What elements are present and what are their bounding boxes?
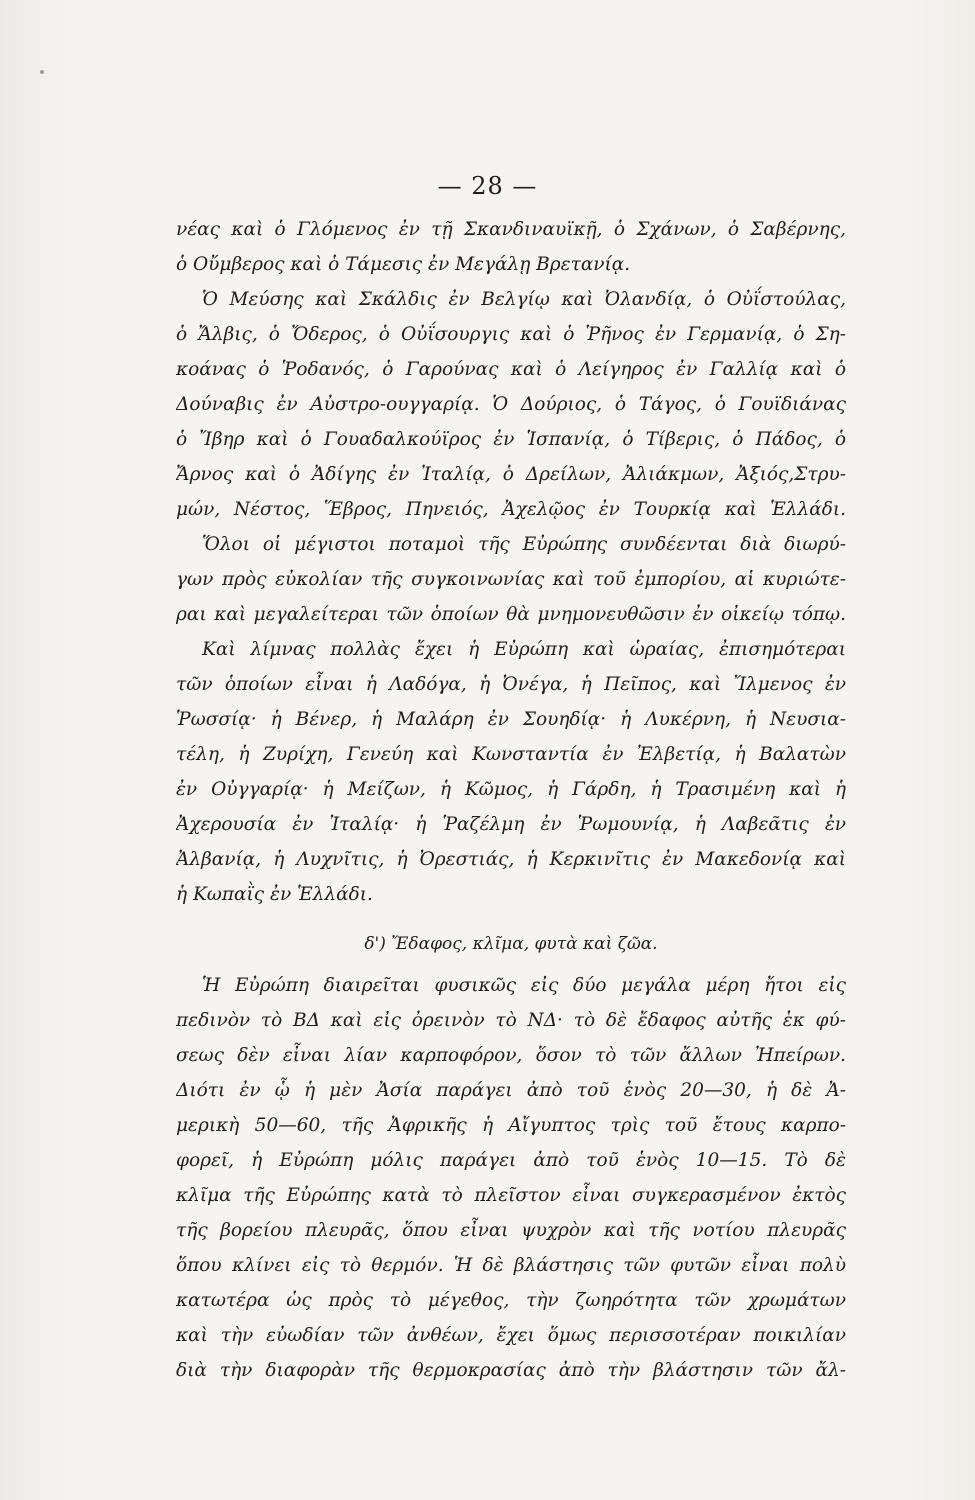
text-line: Ἄρνος καὶ ὁ Ἀδίγης ἐν Ἰταλίᾳ, ὁ Δρείλων, Ἀλιάκμων, Ἀξιός,Στρυ- — [176, 464, 846, 485]
text-line: Διότι ἐν ᾧ ἡ μὲν Ἀσία παράγει ἀπὸ τοῦ ἑνὸς 20—30, ἡ δὲ Ἀ- — [176, 1080, 846, 1101]
text-line: τῶν ὁποίων εἶναι ἡ Λαδόγα, ἡ Ὀνέγα, ἡ Πεῖπος, καὶ Ἴλμενος ἐν — [176, 674, 846, 695]
text-line: κλῖμα τῆς Εὐρώπης κατὰ τὸ πλεῖστον εἶναι συγκερασμένον ἐκτὸς — [176, 1185, 846, 1206]
text-line: Ὁ Μεύσης καὶ Σκάλδις ἐν Βελγίῳ καὶ Ὀλανδίᾳ, ὁ Οὐΐστούλας, — [202, 289, 846, 310]
text-line: Ῥωσσίᾳ· ἡ Βένερ, ἡ Μαλάρη ἐν Σουηδίᾳ· ἡ Λυκέρνη, ἡ Νευσια- — [176, 709, 846, 730]
page-number: — 28 — — [437, 172, 538, 200]
paragraph-3 — [176, 527, 846, 632]
body-text — [176, 212, 846, 1388]
text-line: κατωτέρα ὡς πρὸς τὸ μέγεθος, τὴν ζωηρότητα τῶν χρωμάτων — [176, 1290, 846, 1311]
text-line: ὁ Ἴβηρ καὶ ὁ Γουαδαλκούϊρος ἐν Ἱσπανίᾳ, ὁ Τίβερις, ὁ Πάδος, ὁ — [176, 429, 846, 450]
text-line: μών, Νέστος, Ἕβρος, Πηνειός, Ἀχελῷος ἐν Τουρκίᾳ καὶ Ἑλλάδι. — [176, 499, 846, 520]
text-line: μερικὴ 50—60, τῆς Ἀφρικῆς ἡ Αἴγυπτος τρὶς τοῦ ἔτους καρπο- — [176, 1115, 846, 1136]
text-line: διὰ τὴν διαφορὰν τῆς θερμοκρασίας ἀπὸ τὴν βλάστησιν τῶν ἄλ- — [176, 1360, 846, 1381]
text-line: κοάνας ὁ Ῥοδανός, ὁ Γαρούνας καὶ ὁ Λείγηρος ἐν Γαλλίᾳ καὶ ὁ — [176, 359, 846, 380]
text-line: ὁ Οὔμβερος καὶ ὁ Τάμεσις ἐν Μεγάλῃ Βρετανίᾳ. — [176, 254, 631, 275]
section-heading: δ') Ἔδαφος, κλῖμα, φυτὰ καὶ ζῶα. — [364, 934, 658, 954]
text-line: ἡ Κωπαῒς ἐν Ἑλλάδι. — [176, 884, 373, 905]
text-line: Δούναβις ἐν Αὐστρο-ουγγαρίᾳ. Ὁ Δούριος, ὁ Τάγος, ὁ Γουϊδιάνας — [176, 394, 846, 415]
text-line: σεως δὲν εἶναι λίαν καρποφόρον, ὅσον τὸ τῶν ἄλλων Ἠπείρων. — [176, 1045, 846, 1066]
text-line: φορεῖ, ἡ Εὐρώπη μόλις παράγει ἀπὸ τοῦ ἑνὸς 10—15. Τὸ δὲ — [176, 1150, 846, 1171]
text-line: ὅπου κλίνει εἰς τὸ θερμόν. Ἡ δὲ βλάστησις τῶν φυτῶν εἶναι πολὺ — [176, 1255, 846, 1276]
text-line: νέας καὶ ὁ Γλόμενος ἐν τῇ Σκανδιναυϊκῇ, ὁ Σχάνων, ὁ Σαβέρνης, — [176, 219, 846, 240]
paragraph-4 — [176, 632, 846, 912]
text-line: καὶ τὴν εὐωδίαν τῶν ἀνθέων, ἔχει ὅμως περισσοτέραν ποικιλίαν — [176, 1325, 846, 1346]
text-line: Ἡ Εὐρώπη διαιρεῖται φυσικῶς εἰς δύο μεγάλα μέρη ἤτοι εἰς — [202, 975, 846, 996]
paragraph-2 — [176, 282, 846, 527]
text-line: ὁ Ἄλβις, ὁ Ὄδερος, ὁ Οὐΐσουργις καὶ ὁ Ῥῆνος ἐν Γερμανίᾳ, ὁ Ση- — [176, 324, 846, 345]
text-line: Ἀλβανίᾳ, ἡ Λυχνῖτις, ἡ Ὀρεστιάς, ἡ Κερκινῖτις ἐν Μακεδονίᾳ καὶ — [176, 849, 846, 870]
text-line: τῆς βορείου πλευρᾶς, ὅπου εἶναι ψυχρὸν καὶ τῆς νοτίου πλευρᾶς — [176, 1220, 846, 1241]
text-line: γων πρὸς εὐκολίαν τῆς συγκοινωνίας καὶ τοῦ ἐμπορίου, αἱ κυριώτε- — [176, 569, 846, 590]
text-line: Καὶ λίμνας πολλὰς ἔχει ἡ Εὐρώπη καὶ ὡραίας, ἐπισημότεραι — [202, 639, 846, 660]
paragraph-1 — [176, 212, 846, 282]
text-line: ραι καὶ μεγαλείτεραι τῶν ὁποίων θὰ μνημονευθῶσιν ἐν οἰκείῳ τόπῳ. — [176, 604, 846, 625]
text-line: πεδινὸν τὸ ΒΔ καὶ εἰς ὀρεινὸν τὸ ΝΔ· τὸ δὲ ἔδαφος αὐτῆς ἐκ φύ- — [176, 1010, 846, 1031]
paper-speck — [40, 70, 44, 74]
text-line: Ἀχερουσία ἐν Ἰταλίᾳ· ἡ Ῥαζέλμη ἐν Ῥωμουνίᾳ, ἡ Λαβεᾶτις ἐν — [176, 814, 846, 835]
text-line: τέλη, ἡ Ζυρίχη, Γενεύη καὶ Κωνσταντία ἐν Ἐλβετίᾳ, ἡ Βαλατὼν — [176, 744, 846, 765]
paragraph-5 — [176, 968, 846, 1388]
text-line: ἐν Οὐγγαρίᾳ· ἡ Μείζων, ἡ Κῶμος, ἡ Γάρδη, ἡ Τρασιμένη καὶ ἡ — [176, 779, 846, 800]
text-line: Ὅλοι οἱ μέγιστοι ποταμοὶ τῆς Εὐρώπης συνδέενται διὰ διωρύ- — [202, 534, 846, 555]
